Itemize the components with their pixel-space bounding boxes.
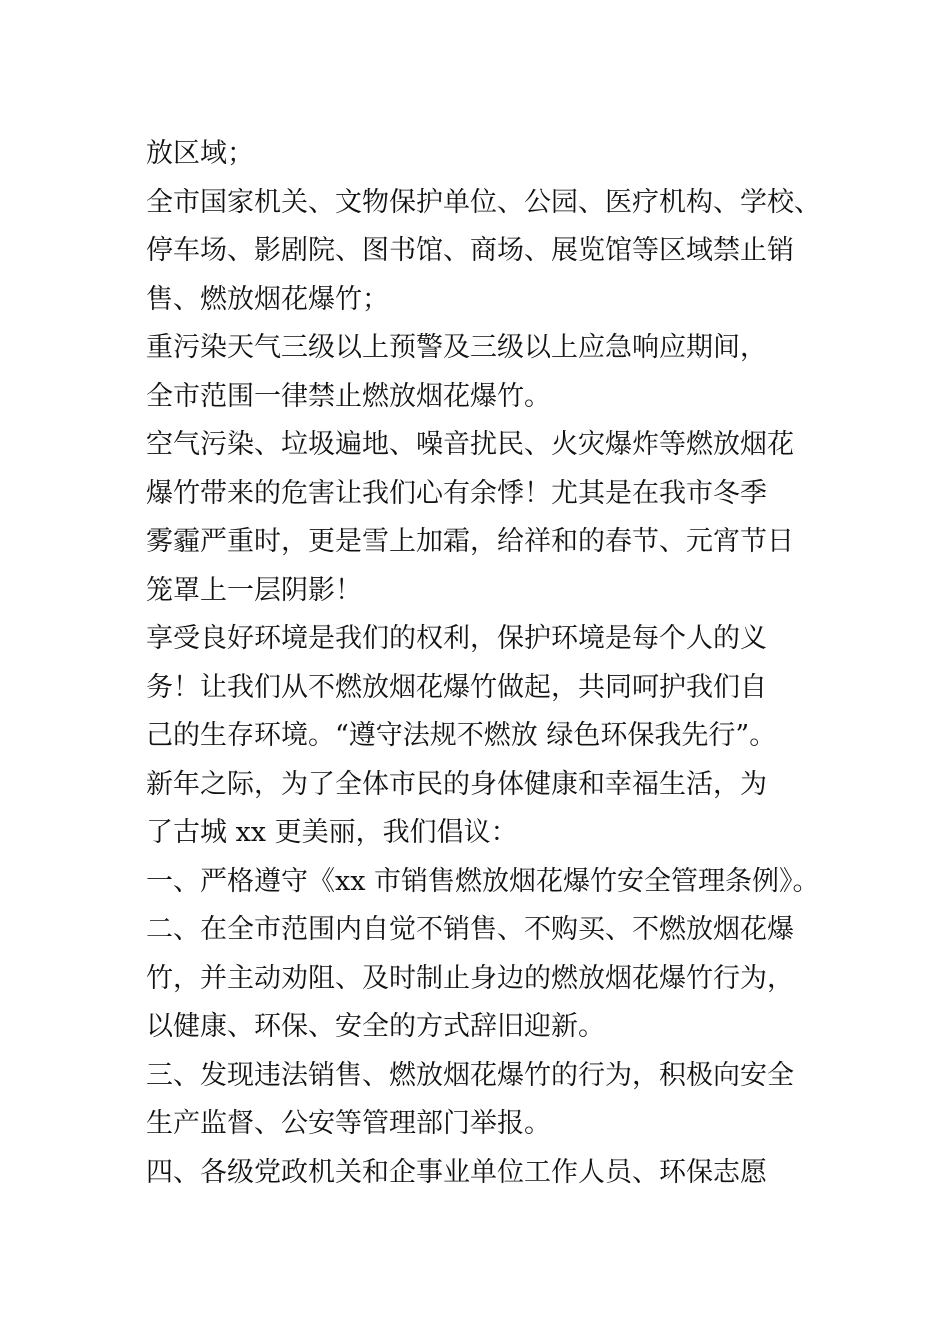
text-line-3: 停车场、影剧院、图书馆、商场、展览馆等区域禁止销: [146, 235, 794, 266]
text-line-8: 爆竹带来的危害让我们心有余悸！尤其是在我市冬季: [146, 477, 767, 509]
text-line-2: 全市国家机关、文物保护单位、公园、医疗机构、学校、: [146, 186, 821, 218]
text-line-6: 全市范围一律禁止燃放烟花爆竹。: [146, 380, 551, 412]
text-line-13: 己的生存环境。“遵守法规不燃放 绿色环保我先行”。: [146, 720, 777, 751]
text-line-21: 生产监督、公安等管理部门举报。: [146, 1108, 551, 1139]
document-body: [146, 130, 846, 1197]
text-line-12: 务！让我们从不燃放烟花爆竹做起，共同呵护我们自: [146, 671, 767, 703]
text-line-14: 新年之际，为了全体市民的身体健康和幸福生活，为: [146, 768, 767, 800]
text-line-4: 售、燃放烟花爆竹；: [146, 283, 389, 315]
text-line-9: 雾霾严重时，更是雪上加霜，给祥和的春节、元宵节日: [146, 526, 794, 557]
text-line-16: 一、严格遵守《xx 市销售燃放烟花爆竹安全管理条例》。: [146, 865, 820, 897]
text-line-20: 三、发现违法销售、燃放烟花爆竹的行为，积极向安全: [146, 1059, 794, 1091]
text-line-19: 以健康、环保、安全的方式辞旧迎新。: [146, 1011, 605, 1042]
text-line-1: 放区域；: [146, 138, 254, 169]
text-line-10: 笼罩上一层阴影！: [146, 574, 362, 606]
text-line-15: 了古城 xx 更美丽，我们倡议：: [146, 817, 518, 848]
text-line-5: 重污染天气三级以上预警及三级以上应急响应期间，: [146, 332, 767, 363]
text-line-22: 四、各级党政机关和企事业单位工作人员、环保志愿: [146, 1156, 767, 1188]
text-line-11: 享受良好环境是我们的权利，保护环境是每个人的义: [146, 623, 767, 654]
text-line-7: 空气污染、垃圾遍地、噪音扰民、火灾爆炸等燃放烟花: [146, 429, 794, 460]
text-line-18: 竹，并主动劝阻、及时制止身边的燃放烟花爆竹行为，: [146, 962, 794, 994]
text-line-17: 二、在全市范围内自觉不销售、不购买、不燃放烟花爆: [146, 914, 794, 945]
